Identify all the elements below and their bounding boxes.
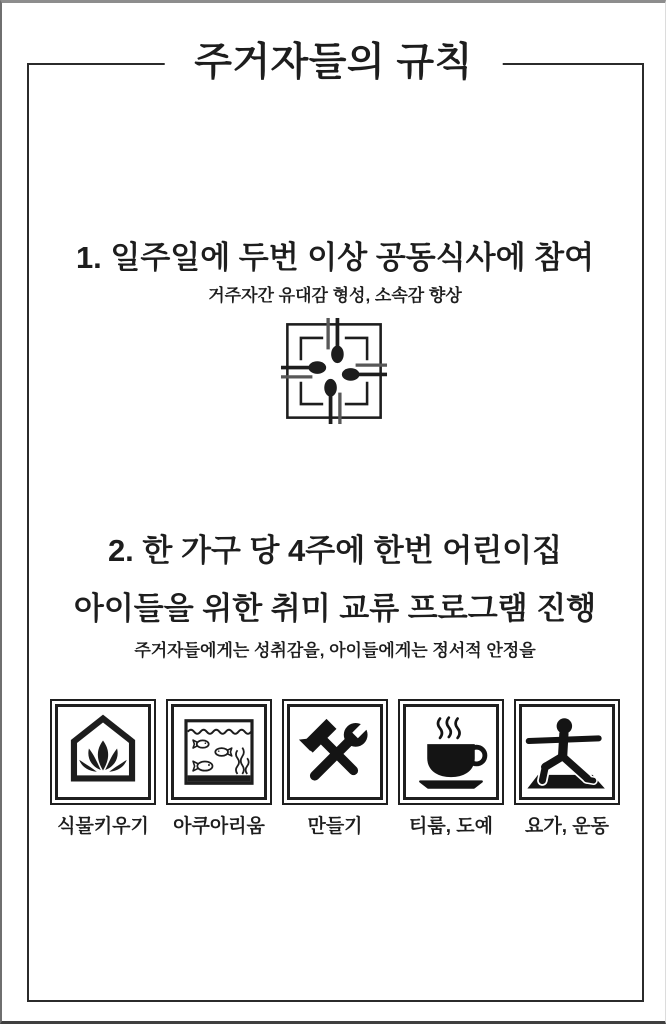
activity-label: 만들기 xyxy=(307,816,363,837)
rule-1-text-prefix: 1. 일주일에 두번 이상 xyxy=(75,240,376,275)
crafting-tools-icon xyxy=(282,699,388,805)
activity-item-tearoom xyxy=(398,699,504,840)
activity-label: 식물키우기 xyxy=(57,816,149,837)
activity-label: 티룸, 도예 xyxy=(409,816,493,837)
dining-table-svg xyxy=(280,317,388,425)
activities-row xyxy=(2,699,666,840)
rule-1-subtitle: 거주자간 유대감 형성, 소속감 향상 xyxy=(208,286,462,305)
yoga-exercise-icon xyxy=(514,699,620,805)
activity-label: 요가, 운동 xyxy=(525,816,609,837)
water-line xyxy=(188,730,251,734)
yoga-exercise-svg xyxy=(523,708,611,796)
activity-item-aquarium xyxy=(166,699,272,840)
rule-2-subtitle: 주거자들에게는 성취감을, 아이들에게는 정서적 안정을 xyxy=(134,641,536,660)
tea-pottery-svg xyxy=(407,708,495,796)
plant-growing-icon xyxy=(50,699,156,805)
rule-2-text-bold: 취미 교류 프로그램 xyxy=(270,591,528,626)
activity-item-plants xyxy=(50,699,156,840)
fish xyxy=(193,740,232,771)
plant-growing-svg xyxy=(59,708,147,796)
rule-2-text-suffix: 진행 xyxy=(527,591,597,626)
crafting-tools-svg xyxy=(291,708,379,796)
steam xyxy=(438,718,460,738)
rule-1-text-bold: 공동식사 xyxy=(375,240,496,275)
aquarium-icon xyxy=(166,699,272,805)
gravel xyxy=(188,775,251,781)
rule-2-heading-line-2 xyxy=(2,586,666,632)
activity-item-yoga xyxy=(514,699,620,840)
activity-item-crafting xyxy=(282,699,388,840)
activity-label: 아쿠아리움 xyxy=(173,816,265,837)
aquarium-svg xyxy=(175,708,263,796)
page-title: 주거자들의 규칙 xyxy=(164,39,503,87)
rule-1-heading xyxy=(2,235,666,281)
lotus-flower xyxy=(79,741,127,772)
saucer xyxy=(420,781,482,787)
tea-pottery-icon xyxy=(398,699,504,805)
rule-1-text-suffix: 에 참여 xyxy=(495,240,595,275)
seaweed xyxy=(236,748,249,774)
dining-table-top-view-icon xyxy=(280,317,388,425)
rule-2-heading-line-1: 2. 한 가구 당 4주에 한번 어린이집 xyxy=(107,533,563,568)
cup-body xyxy=(427,744,475,777)
rule-2-text-prefix: 아이들을 위한 xyxy=(73,591,271,626)
